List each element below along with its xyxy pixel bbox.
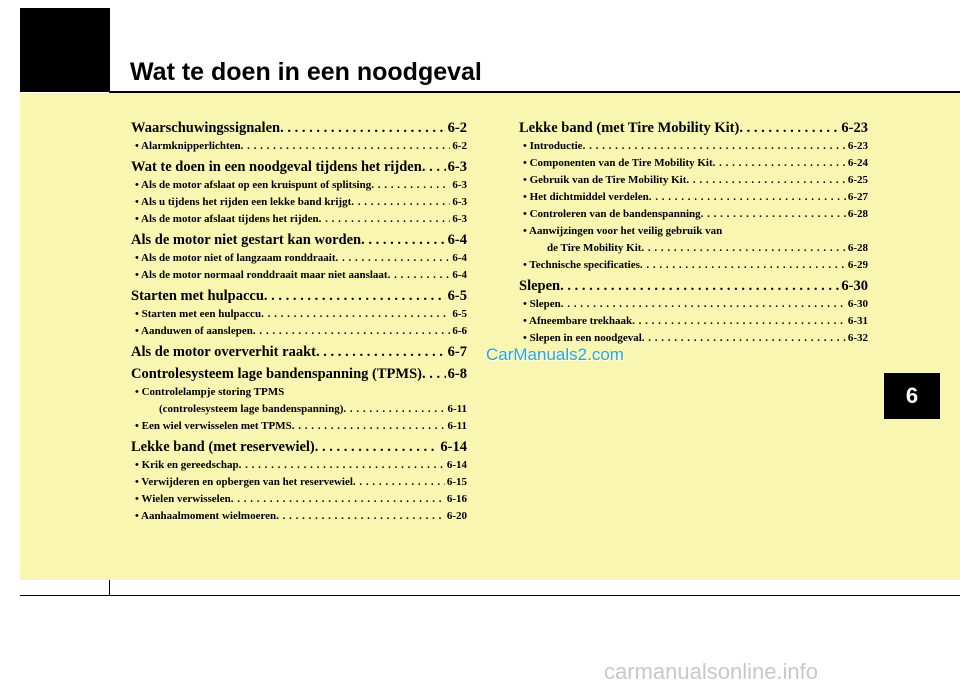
toc-subsection-entry[interactable] [519, 172, 868, 189]
toc-entry-label: (controlesysteem lage bandenspanning) [159, 403, 344, 415]
toc-entry-label: • Afneembare trekhaak [523, 315, 633, 327]
toc-entry-label: • Componenten van de Tire Mobility Kit [523, 157, 713, 169]
toc-page-number: 6-27 [847, 191, 868, 203]
toc-subsection-entry[interactable] [131, 138, 467, 155]
toc-entry-label: • Slepen [523, 298, 561, 310]
toc-page-number: 6-4 [447, 232, 467, 248]
toc-leader-dots [641, 240, 845, 257]
toc-subsection-entry[interactable] [519, 313, 868, 330]
toc-entry-label: Lekke band (met Tire Mobility Kit) [519, 120, 740, 136]
toc-page-number: 6-20 [446, 510, 467, 522]
toc-entry-label: Slepen [519, 278, 561, 294]
toc-entry-label: • Technische specificaties [523, 259, 640, 271]
toc-column-left [131, 116, 467, 525]
toc-page-number: 6-31 [847, 315, 868, 327]
toc-leader-dots [231, 491, 445, 508]
toc-section-entry[interactable] [131, 231, 467, 250]
toc-entry-label: • Aanhaalmoment wielmoeren [135, 510, 277, 522]
toc-entry-label: • Als de motor niet of langzaam ronddraait [135, 252, 336, 264]
toc-page-number: 6-4 [452, 269, 467, 281]
toc-leader-dots [361, 231, 446, 250]
toc-leader-dots [239, 457, 445, 474]
toc-subsection-entry[interactable] [131, 508, 467, 525]
toc-entry-label: Waarschuwingssignalen [131, 120, 281, 136]
toc-subsection-entry[interactable] [131, 457, 467, 474]
toc-entry-label: • Als u tijdens het rijden een lekke band krijgt [135, 196, 352, 208]
toc-page-number: 6-14 [440, 439, 467, 455]
toc-entry-label: • Aanduwen of aanslepen [135, 325, 253, 337]
toc-page-number: 6-5 [452, 308, 467, 320]
toc-page-number: 6-16 [446, 493, 467, 505]
toc-subsection-entry[interactable] [131, 401, 467, 418]
toc-leader-dots [632, 313, 846, 330]
toc-page-number: 6-15 [446, 476, 467, 488]
toc-leader-dots [583, 138, 846, 155]
toc-leader-dots [353, 474, 445, 491]
toc-page-number: 6-23 [841, 120, 868, 136]
toc-section-entry[interactable] [131, 119, 467, 138]
toc-leader-dots [642, 330, 846, 347]
toc-page-number: 6-6 [452, 325, 467, 337]
toc-page-number: 6-14 [446, 459, 467, 471]
toc-leader-dots [388, 267, 451, 284]
toc-section-entry[interactable] [519, 277, 868, 296]
footer-watermark[interactable]: carmanualsonline.info [604, 659, 819, 684]
toc-page-number: 6-28 [847, 208, 868, 220]
toc-leader-dots [560, 277, 839, 296]
toc-entry-label: Als de motor oververhit raakt [131, 344, 316, 360]
toc-leader-dots [261, 306, 450, 323]
toc-leader-dots [241, 138, 451, 155]
toc-leader-dots [253, 323, 450, 340]
toc-section-entry[interactable] [131, 158, 467, 177]
toc-entry-label: Controlesysteem lage bandenspanning (TPMS) [131, 366, 422, 382]
toc-page-number: 6-2 [447, 120, 467, 136]
toc-subsection-entry[interactable] [519, 257, 868, 274]
toc-subsection-entry[interactable] [131, 306, 467, 323]
toc-leader-dots [713, 155, 846, 172]
toc-subsection-entry[interactable] [131, 474, 467, 491]
toc-page-number: 6-3 [447, 159, 467, 175]
toc-section-entry[interactable] [131, 438, 467, 457]
toc-line: • Controlelampje storing TPMS [135, 386, 285, 398]
toc-entry-label: • Krik en gereedschap [135, 459, 239, 471]
toc-subsection-entry[interactable] [519, 240, 868, 257]
toc-leader-dots [640, 257, 846, 274]
toc-subsection-entry[interactable] [519, 138, 868, 155]
toc-section-entry[interactable] [519, 119, 868, 138]
toc-page-number: 6-8 [447, 366, 467, 382]
toc-leader-dots [336, 250, 451, 267]
toc-subsection-entry[interactable] [519, 189, 868, 206]
toc-leader-dots [422, 158, 446, 177]
toc-page-number: 6-5 [447, 288, 467, 304]
toc-entry-label: Wat te doen in een noodgeval tijdens het rijden [131, 159, 422, 175]
toc-entry-label: • Gebruik van de Tire Mobility Kit [523, 174, 687, 186]
toc-page-number: 6-23 [847, 140, 868, 152]
page-title: Wat te doen in een noodgeval [130, 58, 482, 86]
toc-leader-dots [686, 172, 845, 189]
toc-section-entry[interactable] [131, 365, 467, 384]
toc-section-entry[interactable] [131, 343, 467, 362]
toc-leader-dots [701, 206, 846, 223]
toc-subsection-entry[interactable] [131, 267, 467, 284]
toc-leader-dots [739, 119, 839, 138]
toc-leader-dots [316, 343, 446, 362]
header-black-block [20, 8, 109, 92]
toc-page-number: 6-3 [452, 179, 467, 191]
toc-subsection-entry[interactable] [131, 177, 467, 194]
toc-leader-dots [371, 177, 450, 194]
toc-entry-label: • Als de motor afslaat op een kruispunt of splitsing [135, 179, 372, 191]
toc-page-number: 6-3 [452, 213, 467, 225]
toc-leader-dots [422, 365, 446, 384]
toc-entry-label: Als de motor niet gestart kan worden [131, 232, 362, 248]
toc-entry-label: • Starten met een hulpaccu [135, 308, 262, 320]
toc-entry-label: • Alarmknipperlichten [135, 140, 241, 152]
toc-entry-label: • Slepen in een noodgeval [523, 332, 642, 344]
toc-page-number: 6-32 [847, 332, 868, 344]
toc-leader-dots [292, 418, 446, 435]
toc-subsection-entry[interactable] [131, 211, 467, 228]
toc-leader-dots [264, 287, 446, 306]
chapter-tab[interactable]: 6 [884, 373, 940, 419]
toc-page-number: 6-30 [847, 298, 868, 310]
toc-subsection-entry[interactable] [519, 155, 868, 172]
toc-entry-label: • Wielen verwisselen [135, 493, 231, 505]
toc-subsection-entry[interactable] [131, 250, 467, 267]
toc-entry-label: • Controleren van de bandenspanning [523, 208, 701, 220]
toc-page-number: 6-30 [841, 278, 868, 294]
toc-line: • Aanwijzingen voor het veilig gebruik van [523, 225, 723, 237]
toc-subsection-entry[interactable] [519, 296, 868, 313]
toc-page-number: 6-24 [847, 157, 868, 169]
toc-entry-label: • Een wiel verwisselen met TPMS [135, 420, 292, 432]
toc-subsection-entry[interactable] [131, 418, 467, 435]
toc-leader-dots [319, 211, 451, 228]
toc-leader-dots [315, 438, 439, 457]
site-watermark[interactable]: CarManuals2.com [486, 345, 624, 364]
toc-subsection-entry[interactable] [131, 194, 467, 211]
toc-page-number: 6-25 [847, 174, 868, 186]
toc-entry-label: • Introductie [523, 140, 583, 152]
toc-section-entry[interactable] [131, 287, 467, 306]
toc-column-right [519, 116, 868, 347]
toc-entry-label: • Het dichtmiddel verdelen [523, 191, 649, 203]
toc-page-number: 6-2 [452, 140, 467, 152]
toc-entry-label: • Als de motor afslaat tijdens het rijden [135, 213, 319, 225]
toc-entry-label: Starten met hulpaccu [131, 288, 264, 304]
toc-page-number: 6-7 [447, 344, 467, 360]
toc-leader-dots [343, 401, 445, 418]
toc-leader-dots [649, 189, 846, 206]
toc-entry-label: Lekke band (met reservewiel) [131, 439, 315, 455]
toc-leader-dots [561, 296, 846, 313]
toc-entry-label: • Als de motor normaal ronddraait maar niet aanslaat [135, 269, 388, 281]
toc-subsection-entry[interactable] [131, 491, 467, 508]
toc-page-number: 6-4 [452, 252, 467, 264]
toc-page-number: 6-11 [447, 403, 467, 415]
toc-subsection-entry[interactable] [131, 323, 467, 340]
toc-leader-dots [276, 508, 445, 525]
toc-entry-label: de Tire Mobility Kit [547, 242, 642, 254]
toc-page-number: 6-28 [847, 242, 868, 254]
bottom-rule [20, 595, 960, 596]
toc-subsection-entry[interactable] [519, 206, 868, 223]
toc-page-number: 6-29 [847, 259, 868, 271]
toc-leader-dots [351, 194, 450, 211]
toc-page-number: 6-3 [452, 196, 467, 208]
toc-entry-label: • Verwijderen en opbergen van het reservewiel [135, 476, 353, 488]
toc-leader-dots [280, 119, 446, 138]
toc-page-number: 6-11 [447, 420, 467, 432]
